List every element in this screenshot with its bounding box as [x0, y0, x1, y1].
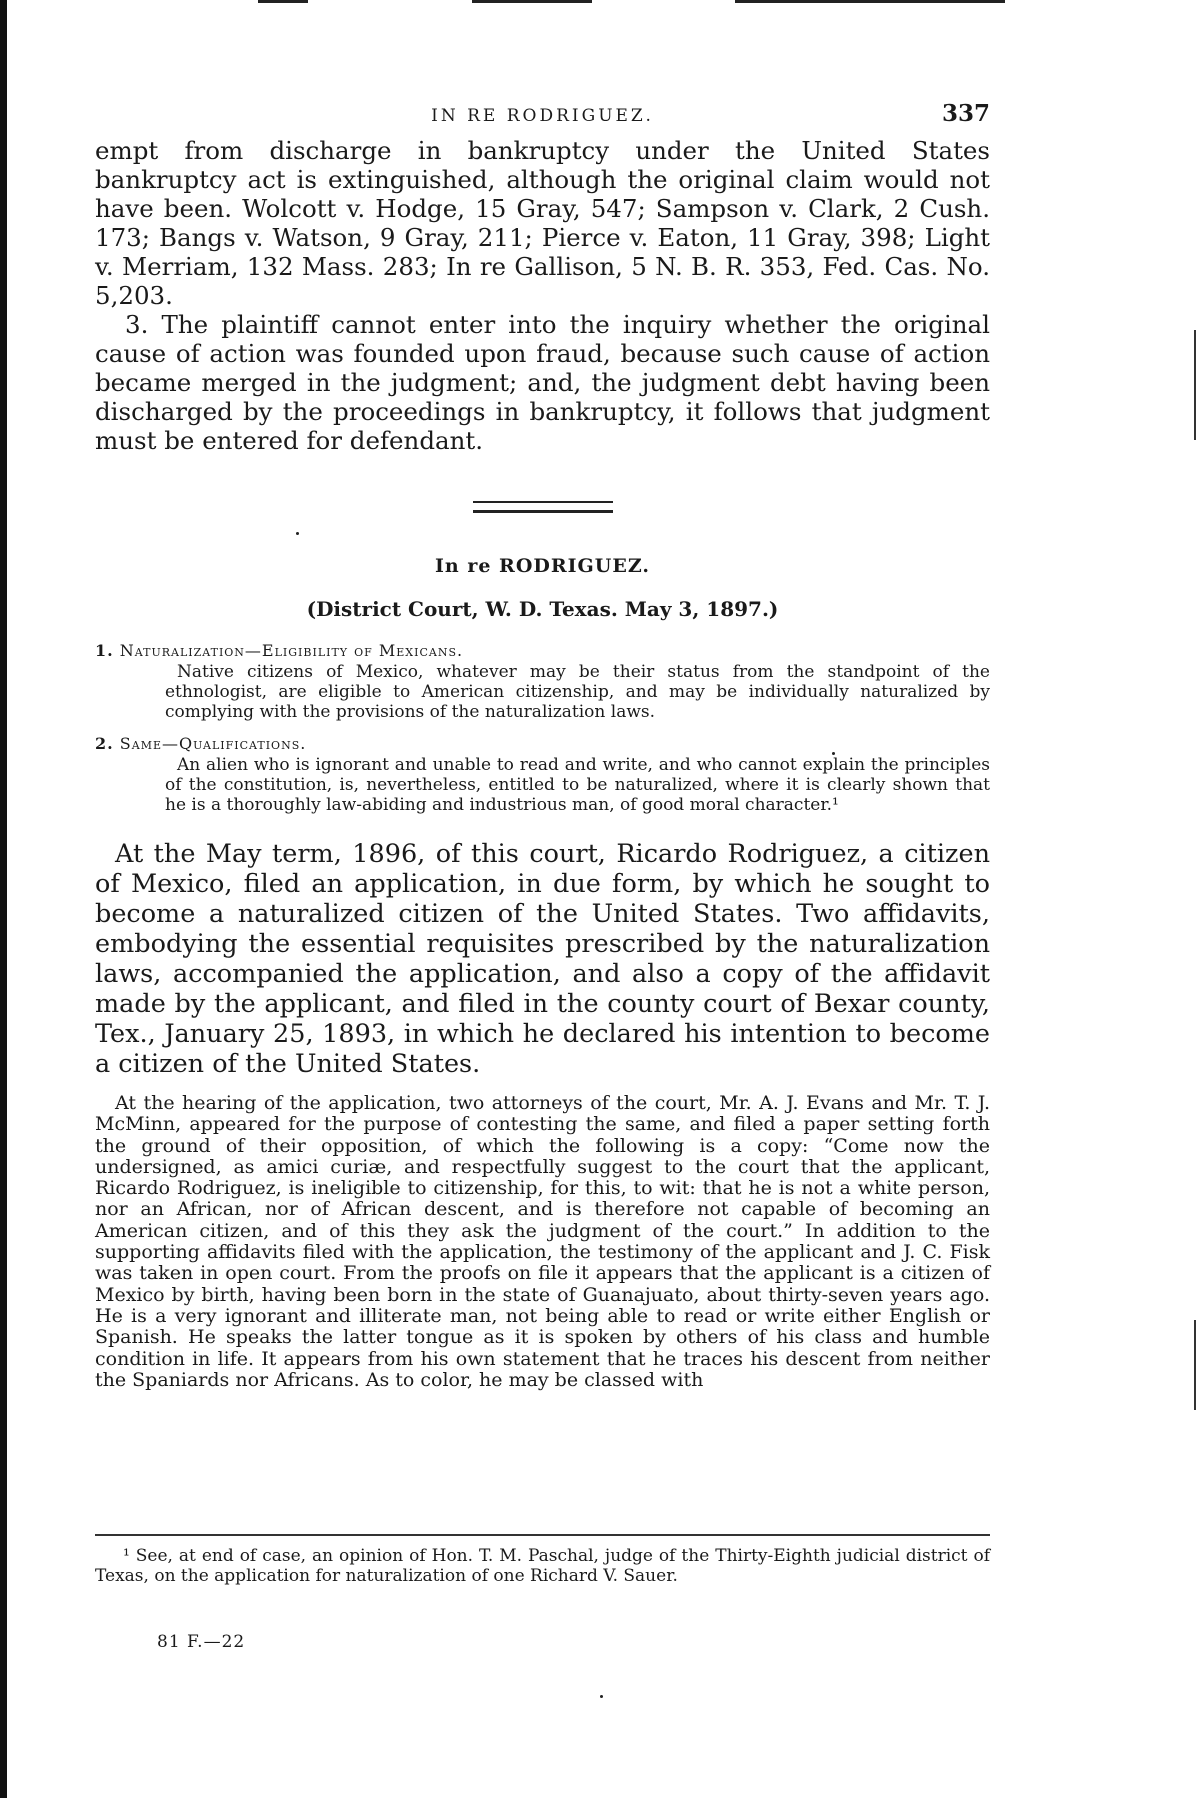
section-divider: [473, 501, 613, 513]
opinion-paragraph: At the May term, 1896, of this court, Ricardo Rodriguez, a citizen of Mexico, filed an application, in due form, by which he sought to become a naturalized citizen of the United States. Two affidavits, embodying the essential requisites prescribed by the naturalization laws, accompanied the application, and also a copy of the affidavit made by the applicant, and filed in the county court of Bexar county, Tex., January 25, 1893, in which he declared his intention to become a citizen of the United States.: [95, 839, 990, 1079]
headnote-heading: Same—Qualifications.: [119, 734, 307, 753]
headnote-number: 2.: [95, 734, 114, 753]
continuation-paragraph: empt from discharge in bankruptcy under the United States bankruptcy act is extinguished, although the original claim would not have been. Wolcott v. Hodge, 15 Gray, 547; Sampson v. Clark, 2 Cush. 173; Bangs v. Watson, 9 Gray, 211; Pierce v. Eaton, 11 Gray, 398; Light v. Merriam, 132 Mass. 283; In re Gallison, 5 N. B. R. 353, Fed. Cas. No. 5,203.: [95, 136, 990, 310]
headnote-text: Native citizens of Mexico, whatever may be their status from the standpoint of the ethnologist, are eligible to American citizenship, and may be individually naturalized by complying with the provisions of the naturalization laws.: [165, 662, 990, 722]
footnote-rule: [95, 1534, 990, 1536]
scan-edge-left: [0, 0, 7, 1798]
opinion-paragraph: At the hearing of the application, two attorneys of the court, Mr. A. J. Evans and Mr. T. J. McMinn, appeared for the purpose of contesting the same, and filed a paper setting forth the ground of their opposition, of which the following is a copy: “Come now the undersigned, as amici curiæ, and respectfully suggest to the court that the applicant, Ricardo Rodriguez, is ineligible to citizenship, for this, to wit: that he is not a white person, nor an African, nor of African descent, and is therefore not capable of becoming an American citizen, and of this they ask the judgment of the court.” In addition to the supporting affidavits filed with the application, the testimony of the applicant and J. C. Fisk was taken in open court. From the proofs on file it appears that the applicant is a citizen of Mexico by birth, having been born in the state of Guanajuato, about thirty-seven years ago. He is a very ignorant and illiterate man, not being able to read or write either English or Spanish. He speaks the latter tongue as it is spoken by others of his class and humble condition in life. It appears from his own statement that he traces his descent from neither the Spaniards nor Africans. As to color, he may be classed with: [95, 1092, 990, 1391]
signature-mark: 81 F.—22: [157, 1632, 246, 1652]
running-head: [95, 100, 990, 136]
scan-top-mark: [472, 0, 592, 3]
headnote-number: 1.: [95, 641, 114, 660]
headnote-text: An alien who is ignorant and unable to read and write, and who cannot explain the principles of the constitution, is, nevertheless, entitled to be naturalized, where it is clearly shown that he is a thoroughly law-abiding and industrious man, of good moral character.¹: [165, 755, 990, 815]
case-title: In re RODRIGUEZ.: [435, 555, 650, 577]
scan-speck: [600, 1695, 603, 1698]
scan-top-mark: [735, 0, 1005, 3]
headnote: [95, 734, 990, 815]
scan-top-mark: [258, 0, 308, 3]
footnote: ¹ See, at end of case, an opinion of Hon. T. M. Paschal, judge of the Thirty-Eighth judicial district of Texas, on the application for naturalization of one Richard V. Sauer.: [95, 1546, 990, 1586]
headnote: [95, 641, 990, 722]
headnote-heading: Naturalization—Eligibility of Mexicans.: [119, 641, 464, 660]
reporter-page: [95, 100, 990, 1652]
running-head-title: IN RE RODRIGUEZ.: [431, 106, 654, 126]
page-number: 337: [941, 100, 990, 127]
scan-edge-mark: [1194, 1320, 1196, 1410]
court-line: (District Court, W. D. Texas. May 3, 1897.): [306, 597, 779, 621]
scan-edge-mark: [1194, 330, 1196, 440]
continuation-paragraph: 3. The plaintiff cannot enter into the inquiry whether the original cause of action was founded upon fraud, because such cause of action became merged in the judgment; and, the judgment debt having been discharged by the proceedings in bankruptcy, it follows that judgment must be entered for defendant.: [95, 310, 990, 455]
